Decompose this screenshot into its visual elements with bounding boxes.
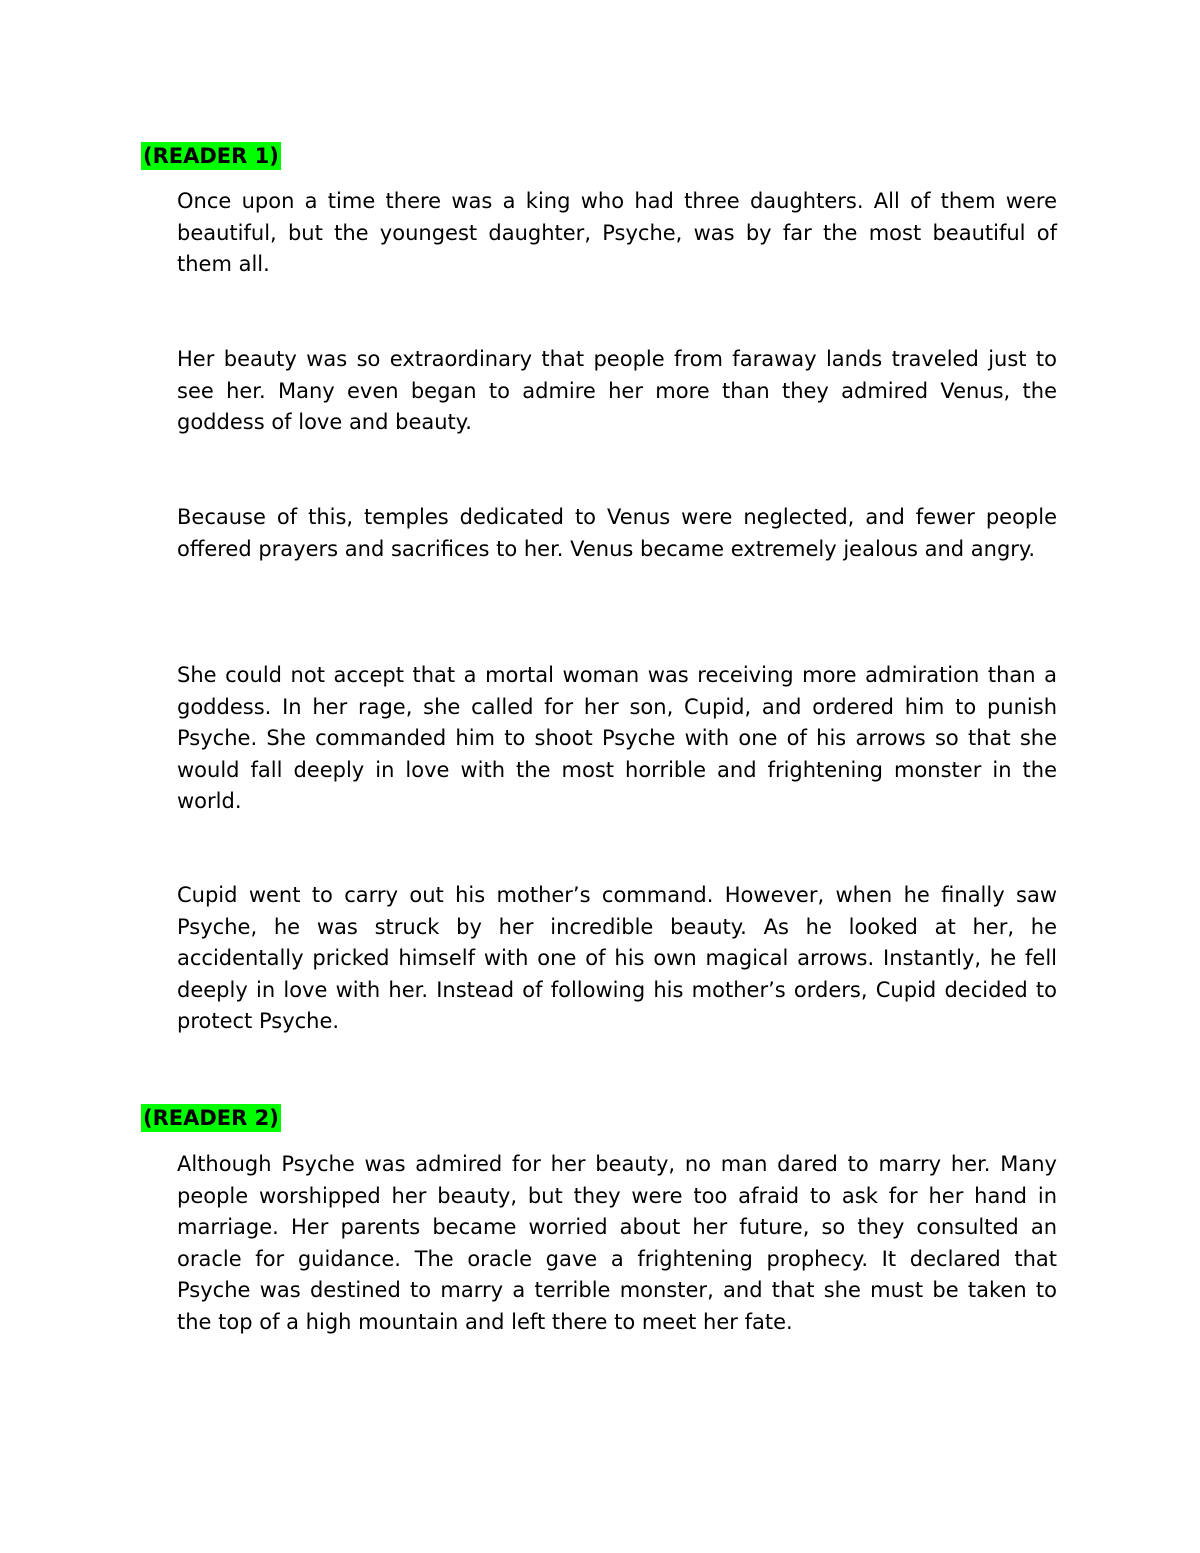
reader-1-heading: (READER 1) <box>143 144 279 168</box>
paragraph-1: Once upon a time there was a king who had three daughters. All of them were beautiful, but the youngest daughter, Psyche, was by far the most beautiful of them all. <box>177 189 1057 277</box>
paragraph-4: She could not accept that a mortal woman was receiving more admiration than a goddess. In her rage, she called for her son, Cupid, and ordered him to punish Psyche. She commanded him to shoot Psyche with one of his arrows so that she would fall deeply in love with the most horrible and frightening monster in the world. <box>177 663 1057 814</box>
paragraph-5: Cupid went to carry out his mother’s command. However, when he finally saw Psyche, he was struck by her incredible beauty. As he looked at her, he accidentally pricked himself with one of his own magical arrows. Instantly, he fell deeply in love with her. Instead of following his mother’s orders, Cupid decided to protect Psyche. <box>177 883 1057 1034</box>
reader-2-heading: (READER 2) <box>143 1106 279 1130</box>
paragraph-6: Although Psyche was admired for her beauty, no man dared to marry her. Many people worshipped her beauty, but they were too afraid to ask for her hand in marriage. Her parents became worried about her future, so they consulted an oracle for guidance. The oracle gave a frightening prophecy. It declared that Psyche was destined to marry a terrible monster, and that she must be taken to the top of a high mountain and left there to meet her fate. <box>177 1152 1057 1334</box>
paragraph-2: Her beauty was so extraordinary that people from faraway lands traveled just to see her. Many even began to admire her more than they admired Venus, the goddess of love and beauty. <box>177 347 1057 435</box>
paragraph-3: Because of this, temples dedicated to Venus were neglected, and fewer people offered prayers and sacrifices to her. Venus became extremely jealous and angry. <box>177 505 1057 561</box>
